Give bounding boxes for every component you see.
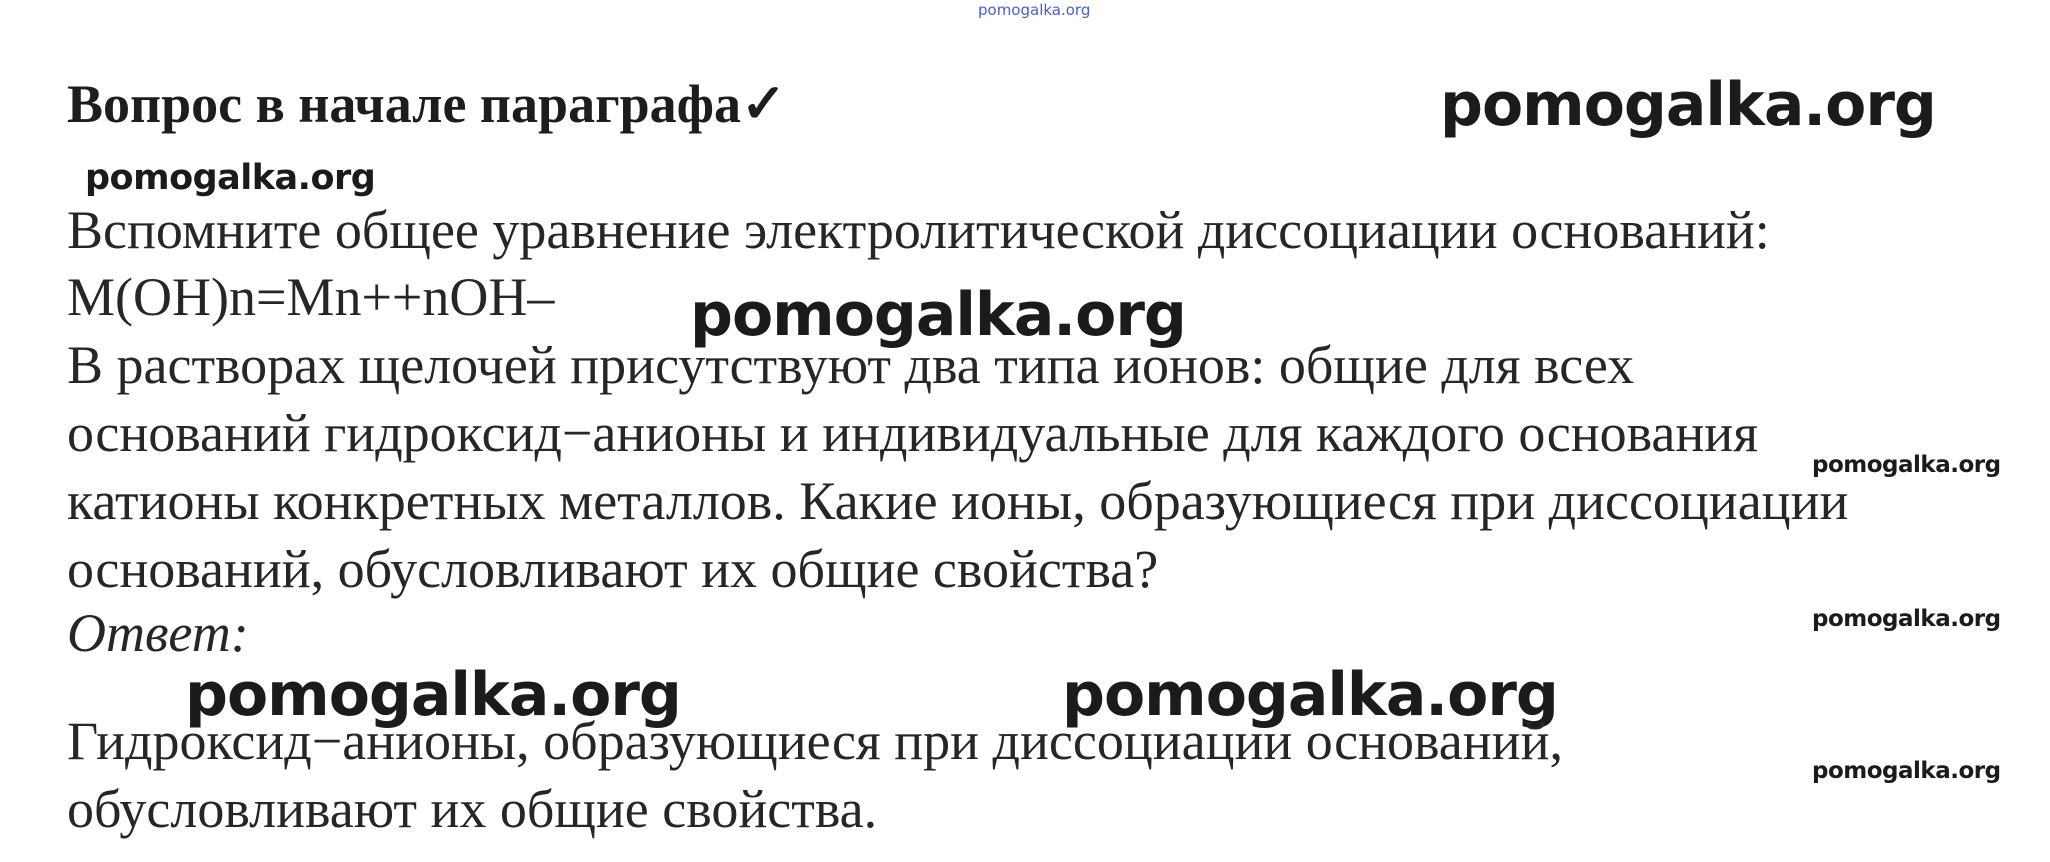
answer-label: Ответ: (67, 603, 249, 663)
watermark-under-heading: pomogalka.org (85, 158, 376, 198)
watermark-right-2: pomogalka.org (1812, 606, 2001, 632)
watermark-middle: pomogalka.org (690, 280, 1186, 350)
question-line-3: В растворах щелочей присутствуют два типа ионов: общие для всех (67, 335, 1635, 395)
watermark-right-1: pomogalka.org (1812, 452, 2001, 478)
question-line-5: катионы конкретных металлов. Какие ионы, образующиеся при диссоциации (67, 471, 1849, 531)
watermark-answer-right: pomogalka.org (1062, 660, 1558, 730)
question-line-6: оснований, обусловливают их общие свойства? (67, 539, 1159, 599)
section-heading: Вопрос в начале параграфа✓ (67, 74, 787, 134)
question-line-1: Вспомните общее уравнение электролитической диссоциации оснований: (67, 200, 1770, 260)
question-line-4: оснований гидроксид−анионы и индивидуальные для каждого основания (67, 403, 1759, 463)
watermark-right-3: pomogalka.org (1812, 758, 2001, 784)
watermark-answer-left: pomogalka.org (185, 660, 681, 730)
question-line-2: M(OH)n=Mn++nOH– (67, 267, 555, 327)
watermark-heading-right: pomogalka.org (1440, 70, 1936, 140)
answer-line-2: обусловливают их общие свойства. (67, 779, 878, 839)
watermark-top: pomogalka.org (978, 1, 1091, 19)
answer-line-1: Гидроксид−анионы, образующиеся при диссоциации оснований, (67, 711, 1563, 771)
